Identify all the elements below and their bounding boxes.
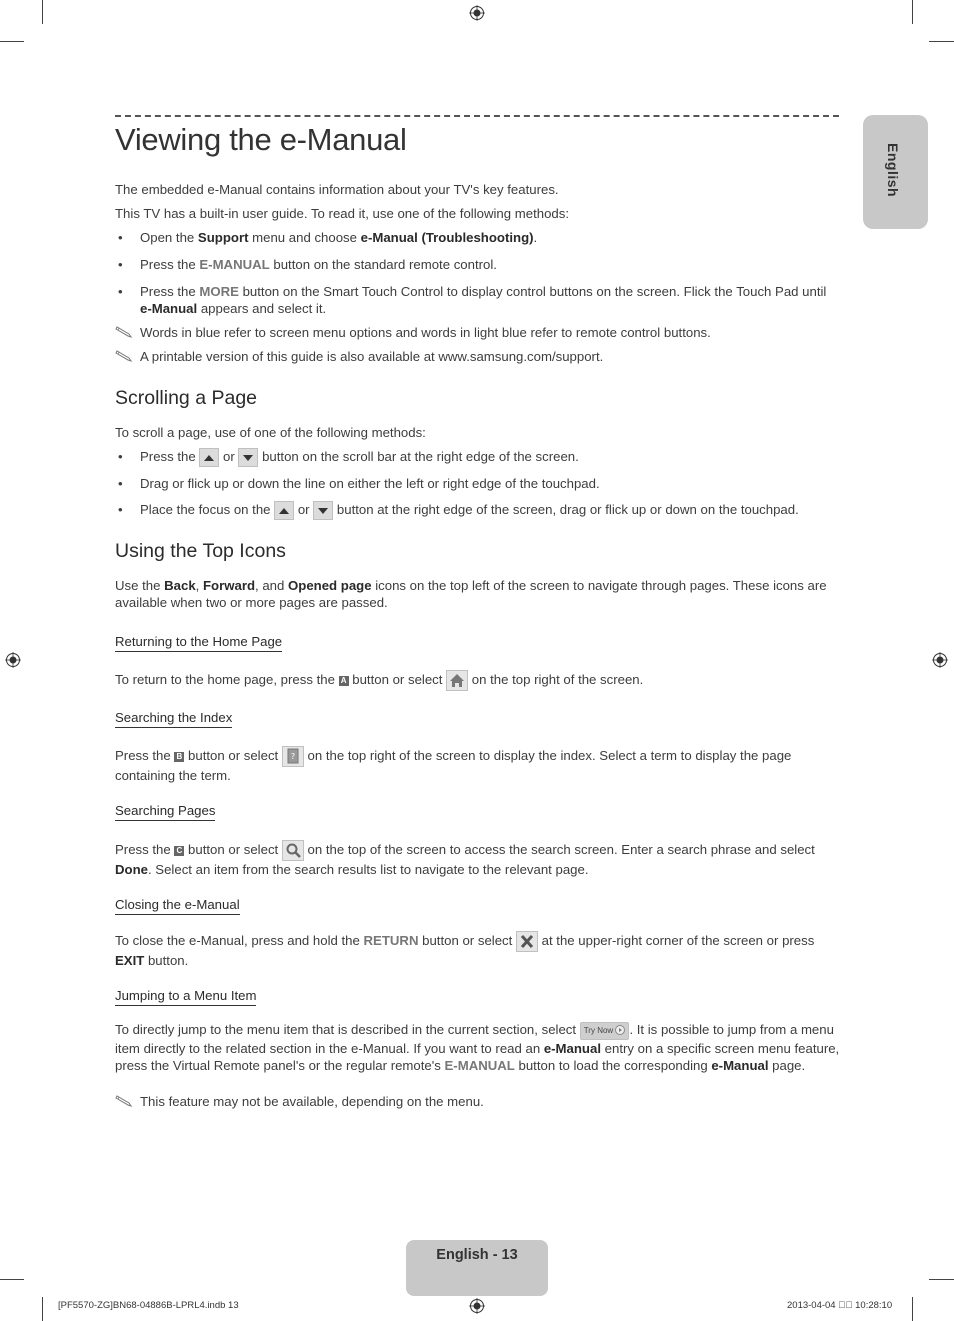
registration-mark-icon bbox=[932, 652, 948, 668]
subheading-search: Searching Pages bbox=[115, 803, 215, 821]
list-item: Press the E-MANUAL button on the standard remote control. bbox=[140, 257, 497, 272]
list-item: Place the focus on the or button at the right edge of the screen, drag or flick up or down on the touchpad. bbox=[140, 501, 840, 520]
bullet-icon: • bbox=[118, 476, 123, 491]
a-key-icon: A bbox=[339, 676, 349, 686]
search-paragraph: Press the C button or select on the top of the screen to access the search screen. Enter a search phrase and select Done. Select an item from the search results list to navigate to the relevant page. bbox=[115, 841, 815, 877]
scroll-up-icon bbox=[199, 448, 219, 467]
footer-timestamp: 2013-04-04 ￿￿ 10:28:10 bbox=[787, 1300, 893, 1311]
registration-mark-icon bbox=[469, 1298, 485, 1314]
svg-text:?: ? bbox=[290, 752, 295, 761]
list-item: Press the or button on the scroll bar at the right edge of the screen. bbox=[140, 448, 840, 467]
bullet-icon: • bbox=[118, 284, 123, 299]
search-icon bbox=[282, 840, 304, 861]
play-icon bbox=[615, 1025, 625, 1035]
section-heading-top-icons: Using the Top Icons bbox=[115, 540, 286, 562]
bullet-icon: • bbox=[118, 449, 123, 464]
page-number: English - 13 bbox=[436, 1247, 518, 1263]
bullet-icon: • bbox=[118, 230, 123, 245]
list-item: Open the Support menu and choose e-Manual (Troubleshooting). bbox=[140, 230, 538, 245]
footer-file-info: [PF5570-ZG]BN68-04886B-LPRL4.indb 13 bbox=[58, 1300, 239, 1311]
language-side-tab-label: English bbox=[885, 143, 901, 198]
bullet-icon: • bbox=[118, 502, 123, 517]
home-paragraph: To return to the home page, press the A button or select on the top right of the screen. bbox=[115, 670, 840, 691]
subheading-jump: Jumping to a Menu Item bbox=[115, 988, 256, 1006]
try-now-button: Try Now bbox=[580, 1022, 630, 1040]
note-pencil-icon bbox=[115, 350, 133, 362]
note-pencil-icon bbox=[115, 1095, 133, 1107]
c-key-icon: C bbox=[174, 846, 184, 856]
list-item: Press the MORE button on the Smart Touch Control to display control buttons on the screen. Flick the Touch Pad until e-Manual appears and select it. bbox=[140, 284, 827, 316]
index-paragraph: Press the B button or select ? on the top right of the screen to display the index. Select a term to display the page containing the term. bbox=[115, 747, 792, 783]
registration-mark-icon bbox=[5, 652, 21, 668]
note-text: Words in blue refer to screen menu options and words in light blue refer to remote control buttons. bbox=[140, 325, 711, 340]
scroll-paragraph: To scroll a page, use of one of the following methods: bbox=[115, 425, 426, 440]
language-side-tab bbox=[863, 115, 928, 229]
scroll-down-icon bbox=[313, 501, 333, 520]
home-icon bbox=[446, 670, 468, 691]
note-pencil-icon bbox=[115, 326, 133, 338]
registration-mark-icon bbox=[469, 5, 485, 21]
scroll-up-icon bbox=[274, 501, 294, 520]
note-text: This feature may not be available, depending on the menu. bbox=[140, 1094, 484, 1109]
top-icons-paragraph: Use the Back, Forward, and Opened page icons on the top left of the screen to navigate through pages. These icons are available when two or more pages are passed. bbox=[115, 578, 827, 610]
close-icon bbox=[516, 931, 538, 952]
page-title: Viewing the e-Manual bbox=[115, 122, 407, 157]
list-item: Drag or flick up or down the line on either the left or right edge of the touchpad. bbox=[140, 476, 600, 491]
b-key-icon: B bbox=[174, 752, 184, 762]
index-icon bbox=[282, 746, 304, 767]
intro-methods-paragraph: This TV has a built-in user guide. To read it, use one of the following methods: bbox=[115, 206, 570, 221]
subheading-index: Searching the Index bbox=[115, 710, 232, 728]
close-paragraph: To close the e-Manual, press and hold the RETURN button or select at the upper-right corner of the screen or press EXIT button. bbox=[115, 932, 815, 968]
subheading-close: Closing the e-Manual bbox=[115, 897, 240, 915]
subheading-home: Returning to the Home Page bbox=[115, 634, 282, 652]
page-number-badge bbox=[406, 1240, 548, 1296]
jump-paragraph: To directly jump to the menu item that is described in the current section, select Try Now . It is possible to jump from a menu item directly to the related section in the e-Manual. If you want to read an e-Manual entry on a specific screen menu feature, press the Virtual Remote panel's or the regular remote's E-MANUAL button to load the corresponding e-Manual page. bbox=[115, 1022, 840, 1073]
bullet-icon: • bbox=[118, 257, 123, 272]
title-divider bbox=[115, 115, 839, 117]
section-heading-scrolling: Scrolling a Page bbox=[115, 387, 258, 409]
note-text: A printable version of this guide is also available at www.samsung.com/support. bbox=[140, 349, 604, 364]
intro-paragraph: The embedded e-Manual contains information about your TV's key features. bbox=[115, 182, 559, 197]
scroll-down-icon bbox=[238, 448, 258, 467]
